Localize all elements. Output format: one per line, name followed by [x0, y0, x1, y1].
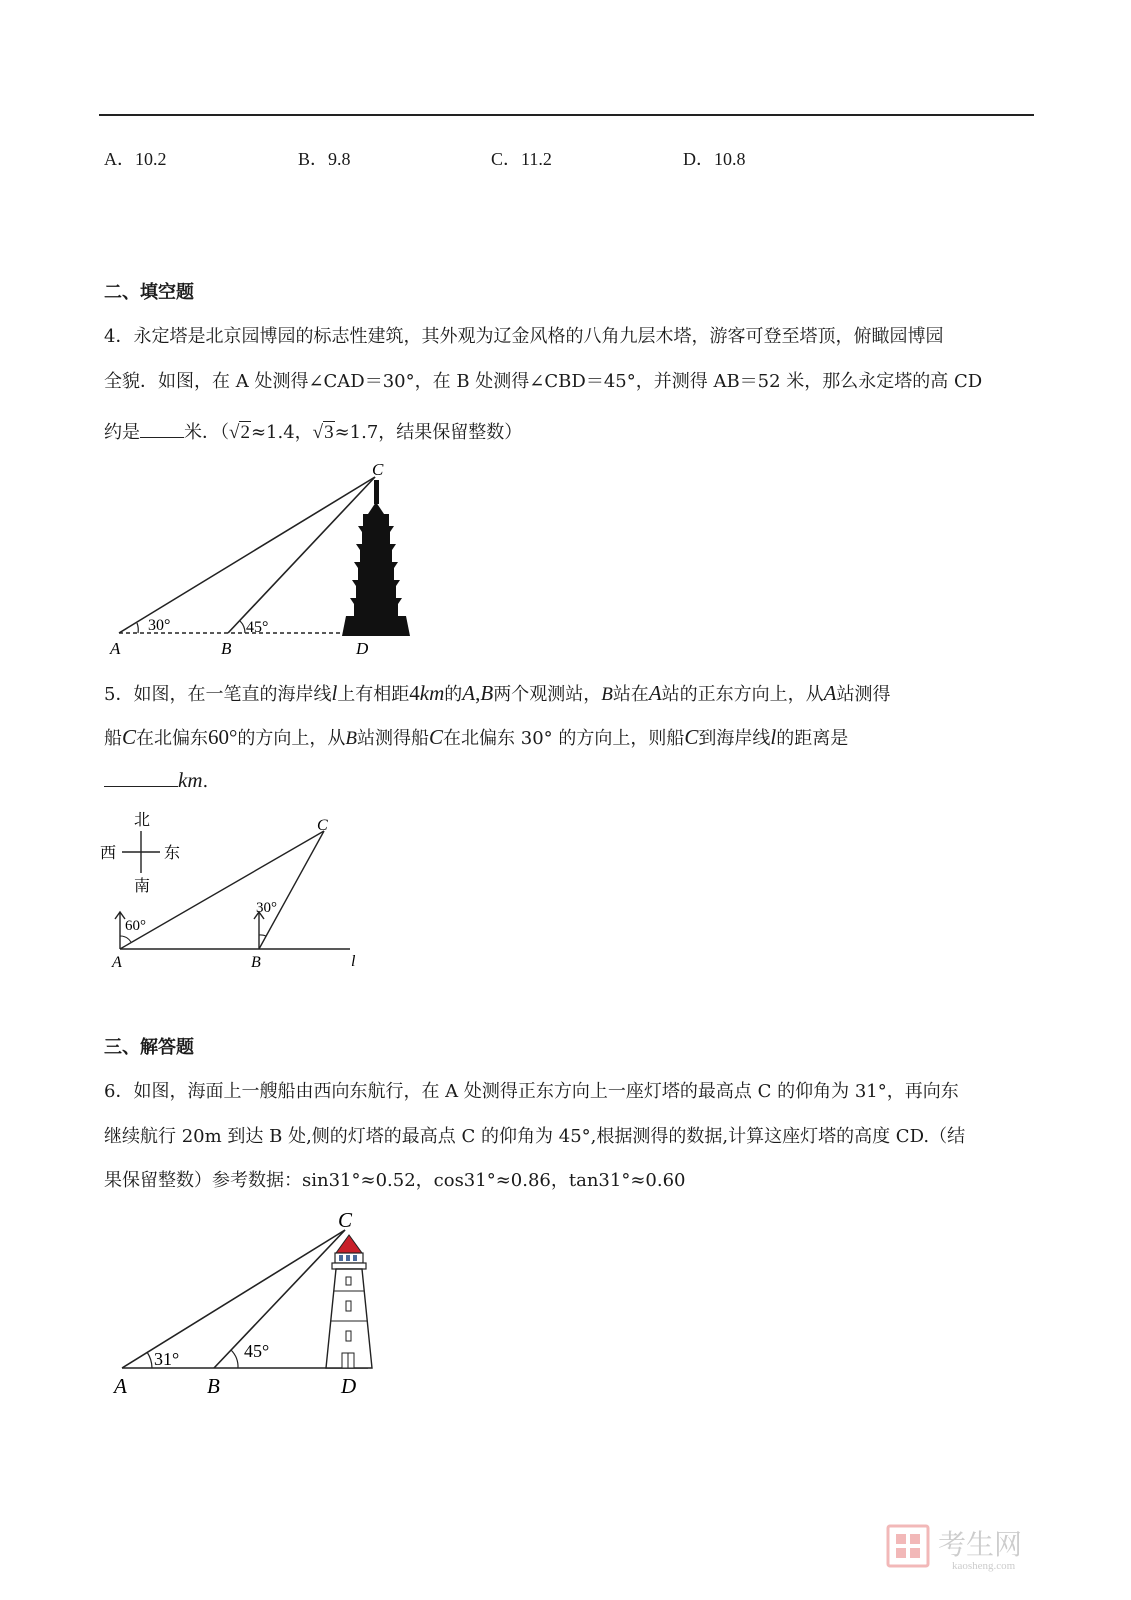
q4-angle-b-label: 45°	[246, 619, 269, 636]
q5-var-a2: A	[648, 681, 662, 705]
q5-unit-km: km	[419, 681, 445, 705]
option-d: D．10.8	[683, 149, 746, 169]
q5-l1-text-d: 两个观测站，	[493, 684, 602, 705]
compass-north: 北	[134, 812, 151, 829]
q5-comma: ,	[475, 681, 481, 705]
lighthouse-icon	[326, 1235, 372, 1368]
q4-line-3-mid: 米．（	[184, 422, 229, 443]
watermark-brand: 考生网	[938, 1530, 1023, 1561]
q5-angle-b-label: 30°	[256, 900, 277, 916]
q6-line-3: 果保留整数）参考数据：sin31°≈0.52，cos31°≈0.86，tan31°≈0.60	[104, 1170, 686, 1191]
q5-period: .	[202, 771, 209, 792]
compass-west: 西	[100, 845, 117, 862]
q5-angle-a-label: 60°	[125, 918, 146, 934]
q6-label-d: D	[341, 1374, 357, 1398]
q5-l2-text-a: 船	[104, 728, 122, 749]
q5-label-c: C	[317, 817, 328, 834]
q4-angle-arc-a	[137, 623, 138, 633]
q5-line-ac	[120, 831, 324, 949]
q5-var-l: l	[331, 681, 338, 705]
q5-line-bc	[259, 831, 324, 949]
q6-label-c: C	[338, 1208, 353, 1232]
q5-l2-text-d: 站测得船	[357, 728, 430, 749]
q5-angle-arc-b	[259, 935, 266, 936]
q4-line-2: 全貌．如图，在 A 处测得∠CAD＝30°，在 B 处测得∠CBD＝45°，并测得 AB＝52 米，那么永定塔的高 CD	[104, 371, 983, 392]
header-rule	[99, 114, 1034, 116]
q4-figure	[100, 460, 420, 660]
q6-label-a: A	[114, 1374, 127, 1398]
q4-line-3	[104, 418, 522, 444]
q6-angle-a-label: 31°	[154, 1349, 180, 1369]
q4-label-d: D	[356, 639, 369, 658]
q4-label-c: C	[372, 460, 384, 479]
compass-east: 东	[164, 845, 181, 862]
q5-angle-60: 60°	[208, 725, 238, 749]
q5-var-a3: A	[823, 681, 837, 705]
q4-line-ac	[119, 477, 375, 633]
q5-l1-text-g: 站测得	[836, 684, 891, 705]
q4-label-b: B	[221, 639, 232, 658]
watermark-url: kaosheng.com	[952, 1560, 1016, 1572]
q4-label-a: A	[110, 639, 121, 658]
q5-distance-value: 4	[409, 681, 420, 705]
q5-figure	[98, 805, 378, 975]
q5-var-l2: l	[770, 725, 777, 749]
q4-line-1: 4．永定塔是北京园博园的标志性建筑，其外观为辽金风格的八角九层木塔，游客可登至塔顶，俯瞰园博园	[104, 326, 944, 347]
q5-l1-text-f: 站的正东方向上，从	[661, 684, 824, 705]
q4-line-bc	[228, 477, 375, 633]
q5-l1-text-a: 5．如图，在一笔直的海岸线	[104, 684, 332, 705]
watermark-logo	[886, 1522, 1076, 1572]
q5-l2-text-e: 在北偏东 30° 的方向上，则船	[443, 728, 685, 749]
q4-approx-3: ≈1.7，结果保留整数）	[334, 422, 523, 443]
sqrt3-expression: √3	[312, 422, 334, 443]
q5-label-b: B	[251, 954, 261, 971]
q6-angle-arc-b	[231, 1350, 238, 1368]
q5-l2-text-g: 的距离是	[776, 728, 849, 749]
q5-line-3	[104, 768, 208, 793]
q5-var-b2: B	[601, 684, 613, 705]
option-a: A．10.2	[104, 149, 167, 169]
q5-line-2	[104, 724, 848, 750]
compass-south: 南	[134, 878, 151, 895]
q5-l1-text-e: 站在	[612, 684, 649, 705]
q5-answer-unit: km	[178, 768, 203, 792]
q6-figure	[110, 1205, 400, 1405]
section-title-answer: 三、解答题	[104, 1037, 194, 1058]
q5-var-b: B	[480, 681, 494, 705]
q5-answer-blank	[104, 785, 178, 787]
q5-l1-text-b: 上有相距	[337, 684, 410, 705]
q5-var-b3: B	[345, 728, 358, 749]
q4-approx-2: ≈1.4，	[250, 422, 313, 443]
q6-angle-b-label: 45°	[244, 1341, 270, 1361]
sqrt3-radicand: 3	[324, 422, 334, 443]
q4-answer-blank	[140, 436, 184, 438]
q5-angle-arc-a	[120, 936, 131, 942]
compass-rose	[100, 811, 180, 895]
option-c: C．11.2	[491, 149, 552, 169]
pagoda-silhouette	[342, 480, 410, 636]
q5-label-l: l	[351, 953, 356, 970]
q6-line-2: 继续航行 20m 到达 B 处,侧的灯塔的最高点 C 的仰角为 45°,根据测得的数据,计算这座灯塔的高度 CD.（结	[104, 1126, 966, 1147]
q5-var-a: A	[462, 681, 476, 705]
q6-line-1: 6．如图，海面上一艘船由西向东航行，在 A 处测得正东方向上一座灯塔的最高点 C 的仰角为 31°，再向东	[104, 1081, 959, 1102]
q4-line-3-prefix: 约是	[104, 422, 140, 443]
q6-angle-arc-a	[147, 1352, 152, 1368]
sqrt2-radicand: 2	[240, 422, 250, 443]
q5-label-a: A	[112, 954, 122, 971]
q4-angle-arc-b	[240, 621, 245, 633]
q5-l2-text-b: 在北偏东	[136, 728, 209, 749]
q5-l2-text-f: 到海岸线	[698, 728, 771, 749]
q4-angle-a-label: 30°	[148, 617, 171, 634]
q5-var-c3: C	[684, 725, 699, 749]
q5-var-c: C	[122, 725, 137, 749]
q6-label-b: B	[207, 1374, 220, 1398]
kaosheng-logo-icon	[888, 1526, 928, 1566]
option-b: B．9.8	[298, 149, 351, 169]
sqrt2-expression: √2	[229, 422, 250, 443]
q5-l2-text-c: 的方向上，从	[237, 728, 346, 749]
section-title-fill-blank: 二、填空题	[104, 282, 194, 303]
q5-line-1	[104, 680, 890, 706]
q5-var-c2: C	[429, 725, 444, 749]
q5-l1-text-c: 的	[444, 684, 463, 705]
